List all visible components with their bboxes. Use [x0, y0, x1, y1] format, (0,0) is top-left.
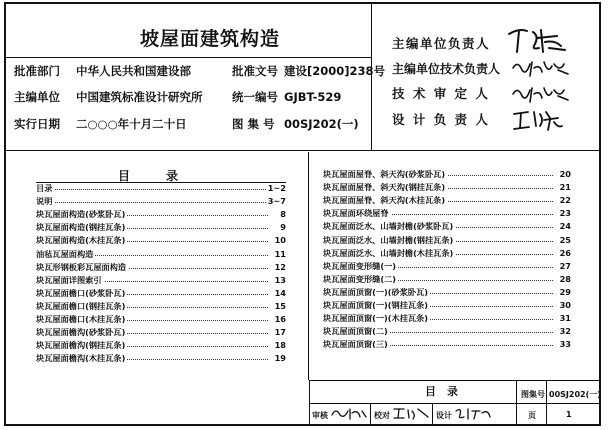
toc-entry-page: 12	[274, 261, 286, 272]
toc-entry	[323, 248, 571, 260]
titleblock-review-label: 审核	[312, 411, 328, 420]
toc-entry	[323, 221, 571, 233]
titleblock-atlas-label: 图集号	[521, 390, 545, 399]
toc-entry	[36, 288, 286, 300]
toc-entry	[323, 287, 571, 299]
header-divider	[5, 150, 600, 151]
toc-entry-title: 块瓦屋面檐口(木挂瓦条)	[36, 314, 126, 324]
toc-entry-title: 块瓦屋面屋脊、斜天沟(砂浆卧瓦)	[323, 169, 446, 179]
toc-entry-page: 9	[280, 222, 286, 233]
toc-entry-title: 块瓦屋面屋脊、斜天沟(木挂瓦条)	[323, 195, 446, 206]
toc-entry-page: 3~7	[267, 196, 286, 207]
toc-entry-page: 27	[559, 260, 571, 271]
toc-entry-page: 20	[559, 169, 571, 179]
toc-entry	[323, 300, 571, 312]
toc-entry-page: 17	[274, 327, 286, 338]
approval-doc-label: 批准文号	[232, 64, 278, 78]
toc-entry	[323, 182, 571, 194]
toc-entry	[36, 353, 286, 365]
document-title: 坡屋面建筑构造	[140, 28, 281, 50]
toc-entry-title: 块瓦屋面泛水、山墙封檐(砂浆卧瓦)	[323, 221, 454, 232]
toc-entry-title: 块瓦屋面檐口(砂浆卧瓦)	[36, 287, 126, 298]
toc-entry-title: 块瓦屋面变形缝(一)	[323, 260, 396, 271]
approval-doc-value: 建设[2000]238号	[284, 64, 386, 78]
titleblock-left-line	[309, 380, 310, 424]
titleblock-sep-1	[370, 404, 371, 424]
toc-entry	[36, 222, 286, 234]
signature-tech-reviewer	[510, 82, 575, 106]
toc-entry-page: 31	[559, 313, 571, 324]
toc-entry-page: 33	[559, 339, 571, 350]
toc-entry	[36, 275, 286, 287]
toc-entry-page: 15	[274, 300, 286, 311]
titleblock-sep-2	[432, 404, 433, 424]
toc-entry	[323, 339, 571, 351]
toc-entry-page: 28	[559, 273, 571, 284]
toc-entry-page: 11	[274, 248, 286, 259]
atlas-number-label: 图 集 号	[232, 117, 275, 131]
approval-dept-value: 中华人民共和国建设部	[76, 64, 191, 78]
toc-entry-title: 块瓦屋面檐口(钢挂瓦条)	[36, 300, 126, 311]
unified-number-label: 统一编号	[232, 90, 278, 104]
role-chief-editor: 主编单位负责人	[392, 36, 491, 51]
toc-entry-title: 块瓦屋面泛水、山墙封檐(钢挂瓦条)	[323, 234, 454, 245]
toc-entry-page: 13	[274, 274, 286, 285]
toc-entry	[36, 249, 286, 261]
toc-entry-page: 18	[274, 340, 286, 351]
toc-entry	[36, 314, 286, 326]
toc-entry	[323, 274, 571, 286]
toc-entry	[323, 261, 571, 273]
titleblock-atlas-number: 00SJ202(一)	[549, 390, 601, 399]
toc-entry	[36, 327, 286, 339]
atlas-number-value: 00SJ202(一)	[284, 117, 359, 131]
toc-entry-page: 19	[274, 353, 286, 364]
toc-entry-page: 32	[559, 326, 571, 337]
title-divider	[5, 57, 372, 58]
toc-entry-title: 块瓦屋面顶窗(二)	[323, 326, 388, 337]
signature-chief-editor	[505, 22, 575, 56]
toc-entry-page: 24	[559, 221, 571, 232]
unified-number-value: GJBT-529	[284, 90, 342, 104]
role-design-lead: 设 计 负 责 人	[392, 112, 490, 127]
toc-entry-page: 8	[280, 209, 286, 220]
toc-entry-title: 块瓦屋面檐沟(砂浆卧瓦)	[36, 327, 126, 338]
toc-entry-title: 块瓦屋面泛水、山墙封檐(木挂瓦条)	[323, 247, 454, 258]
toc-entry-title: 块瓦屋面顶窗(一)(钢挂瓦条)	[323, 300, 429, 310]
signature-review	[330, 405, 368, 421]
toc-entry	[323, 313, 571, 325]
toc-entry	[36, 183, 286, 195]
toc-entry-page: 22	[559, 195, 571, 206]
titleblock-check-label: 校对	[374, 411, 390, 420]
toc-entry-title: 目录	[36, 183, 53, 193]
toc-entry-title: 块瓦屋面檐沟(钢挂瓦条)	[36, 340, 126, 351]
titleblock-design-label: 设计	[436, 411, 452, 420]
toc-leader-dots	[36, 202, 268, 203]
signature-design-lead	[510, 106, 570, 134]
effective-date-label: 实行日期	[14, 117, 60, 131]
toc-entry-title: 块瓦屋面环绕屋脊	[323, 208, 389, 219]
toc-entry-title: 块瓦屋面构造(钢挂瓦条)	[36, 222, 126, 233]
titleblock-name: 目 录	[425, 385, 458, 398]
toc-entry-title: 块瓦屋面变形缝(二)	[323, 273, 396, 284]
effective-date-value: 二○○○年十月二十日	[76, 117, 187, 131]
toc-entry-title: 块瓦屋面顶窗(一)(木挂瓦条)	[323, 313, 429, 324]
toc-entry-title: 块瓦形钢板彩瓦屋面构造	[36, 261, 127, 272]
toc-entry-page: 21	[559, 182, 571, 193]
toc-entry-title: 块瓦屋面屋脊、斜天沟(钢挂瓦条)	[323, 182, 446, 193]
toc-entry-page: 16	[274, 314, 286, 324]
toc-entry-title: 块瓦屋面顶窗(一)(砂浆卧瓦)	[323, 286, 429, 297]
approval-dept-label: 批准部门	[14, 64, 60, 78]
toc-entry-title: 块瓦屋面构造(木挂瓦条)	[36, 235, 126, 246]
toc-entry-page: 23	[559, 208, 571, 219]
signature-check	[392, 405, 430, 421]
toc-entry-page: 10	[274, 235, 286, 246]
toc-entry	[36, 301, 286, 313]
toc-entry-title: 块瓦屋面构造(砂浆卧瓦)	[36, 209, 126, 220]
titleblock-mid-line	[309, 403, 600, 404]
role-tech-reviewer: 技 术 审 定 人	[392, 86, 490, 101]
toc-entry	[36, 262, 286, 274]
toc-entry-title: 说明	[36, 196, 53, 207]
toc-entry	[36, 235, 286, 247]
titleblock-divider-1	[516, 380, 517, 424]
toc-entry	[323, 326, 571, 338]
toc-entry	[36, 196, 286, 208]
toc-entry-title: 块瓦屋面详图索引	[36, 274, 102, 285]
toc-leader-dots	[36, 189, 268, 190]
toc-entry-title: 块瓦屋面檐沟(木挂瓦条)	[36, 353, 126, 364]
titleblock-top-line	[309, 380, 600, 381]
toc-entry-page: 29	[559, 286, 571, 297]
titleblock-page-label: 页	[528, 411, 536, 420]
toc-entry-page: 30	[559, 300, 571, 310]
toc-entry-page: 26	[559, 247, 571, 258]
toc-entry	[323, 235, 571, 247]
titleblock-divider-3	[546, 380, 547, 404]
toc-entry-page: 1~2	[267, 183, 286, 193]
toc-entry	[36, 209, 286, 221]
toc-heading: 目 录	[118, 169, 183, 183]
toc-entry-page: 25	[559, 234, 571, 245]
toc-entry	[323, 169, 571, 181]
signature-design	[454, 405, 494, 421]
toc-entry	[36, 340, 286, 352]
toc-entry-title: 油毡瓦屋面构造	[36, 248, 94, 259]
toc-entry	[323, 208, 571, 220]
role-tech-chief: 主编单位技术负责人	[392, 62, 501, 76]
signature-tech-chief	[510, 56, 575, 80]
toc-entry-page: 14	[274, 287, 286, 298]
titleblock-page-number: 1	[566, 410, 572, 419]
editor-unit-label: 主编单位	[14, 90, 60, 104]
editor-unit-value: 中国建筑标准设计研究所	[76, 90, 203, 104]
toc-entry	[323, 195, 571, 207]
toc-column-divider	[308, 152, 309, 380]
toc-entry-title: 块瓦屋面顶窗(三)	[323, 339, 388, 350]
